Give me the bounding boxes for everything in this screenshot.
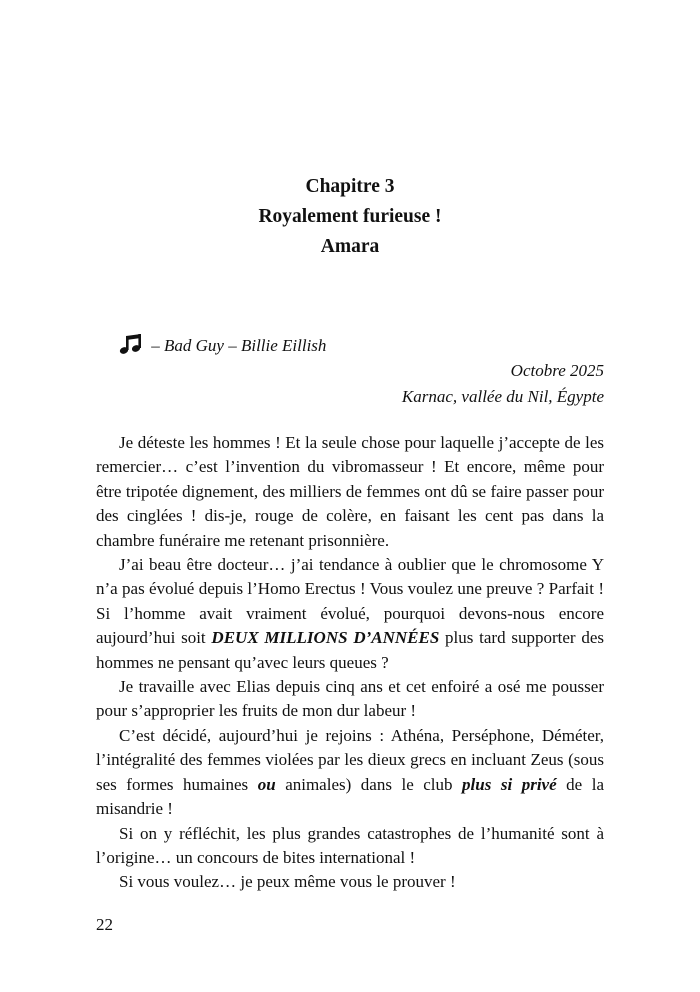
chapter-narrator: Amara	[320, 236, 380, 257]
dateline-date: Octobre 2025	[510, 361, 604, 380]
paragraph-4-emphasis-1: ou	[257, 774, 276, 794]
chapter-heading	[0, 172, 700, 262]
dateline	[402, 358, 604, 410]
paragraph-1: Je déteste les hommes ! Et la seule chose pour laquelle j’accepte de les remercier… c’est l’invention du vibromasseur ! Et encore, même pour être tripotée dignement, des milliers de femmes ont dû se faire passer pour des cinglées ! dis-je, rouge de colère, en faisant les cent pas dans la chambre funéraire me retenant prisonnière.	[96, 433, 604, 550]
paragraph-4	[96, 724, 604, 822]
paragraph-2-text-a: J’ai beau être docteur… j’ai tendance à oublier que le chromosome Y n’a pas évolué depuis l’Homo Erectus ! Vous voulez une preuve ? Parfait ! Si l’homme avait vraiment évolué, pourquoi devons-nous encore aujourd’hui soit	[96, 555, 604, 648]
paragraph-4-text-c: de la misandrie !	[96, 774, 605, 819]
dateline-place: Karnac, vallée du Nil, Égypte	[401, 387, 604, 406]
paragraph-4-emphasis-2: plus si privé	[462, 774, 557, 794]
song-epigraph	[119, 333, 326, 359]
song-text: – Bad Guy – Billie Eillish	[147, 336, 327, 355]
paragraph-4-text-b: animales) dans le club	[275, 774, 463, 794]
paragraph-3: Je travaille avec Elias depuis cinq ans et cet enfoiré a osé me pousser pour s’approprier les fruits de mon dur labeur !	[96, 677, 604, 721]
music-note-icon	[119, 333, 143, 355]
paragraph-6: Si vous voulez… je peux même vous le prouver !	[119, 872, 456, 892]
page-number: 22	[96, 915, 113, 934]
chapter-title: Royalement furieuse !	[258, 206, 442, 227]
chapter-number: Chapitre 3	[305, 176, 395, 197]
paragraph-4-text-a: C’est décidé, aujourd’hui je rejoins : Athéna, Perséphone, Déméter, l’intégralité des femmes violées par les dieux grecs en incluant Zeus (sous ses formes humaines	[96, 725, 604, 794]
paragraph-2-emphasis: DEUX MILLIONS D’ANNÉES	[211, 628, 440, 648]
chapter-body	[96, 431, 604, 895]
paragraph-2	[96, 553, 604, 675]
paragraph-2-text-b: plus tard supporter des hommes ne pensant qu’avec leurs queues ?	[96, 628, 604, 672]
paragraph-5: Si on y réfléchit, les plus grandes catastrophes de l’humanité sont à l’origine… un concours de bites international !	[96, 823, 604, 867]
